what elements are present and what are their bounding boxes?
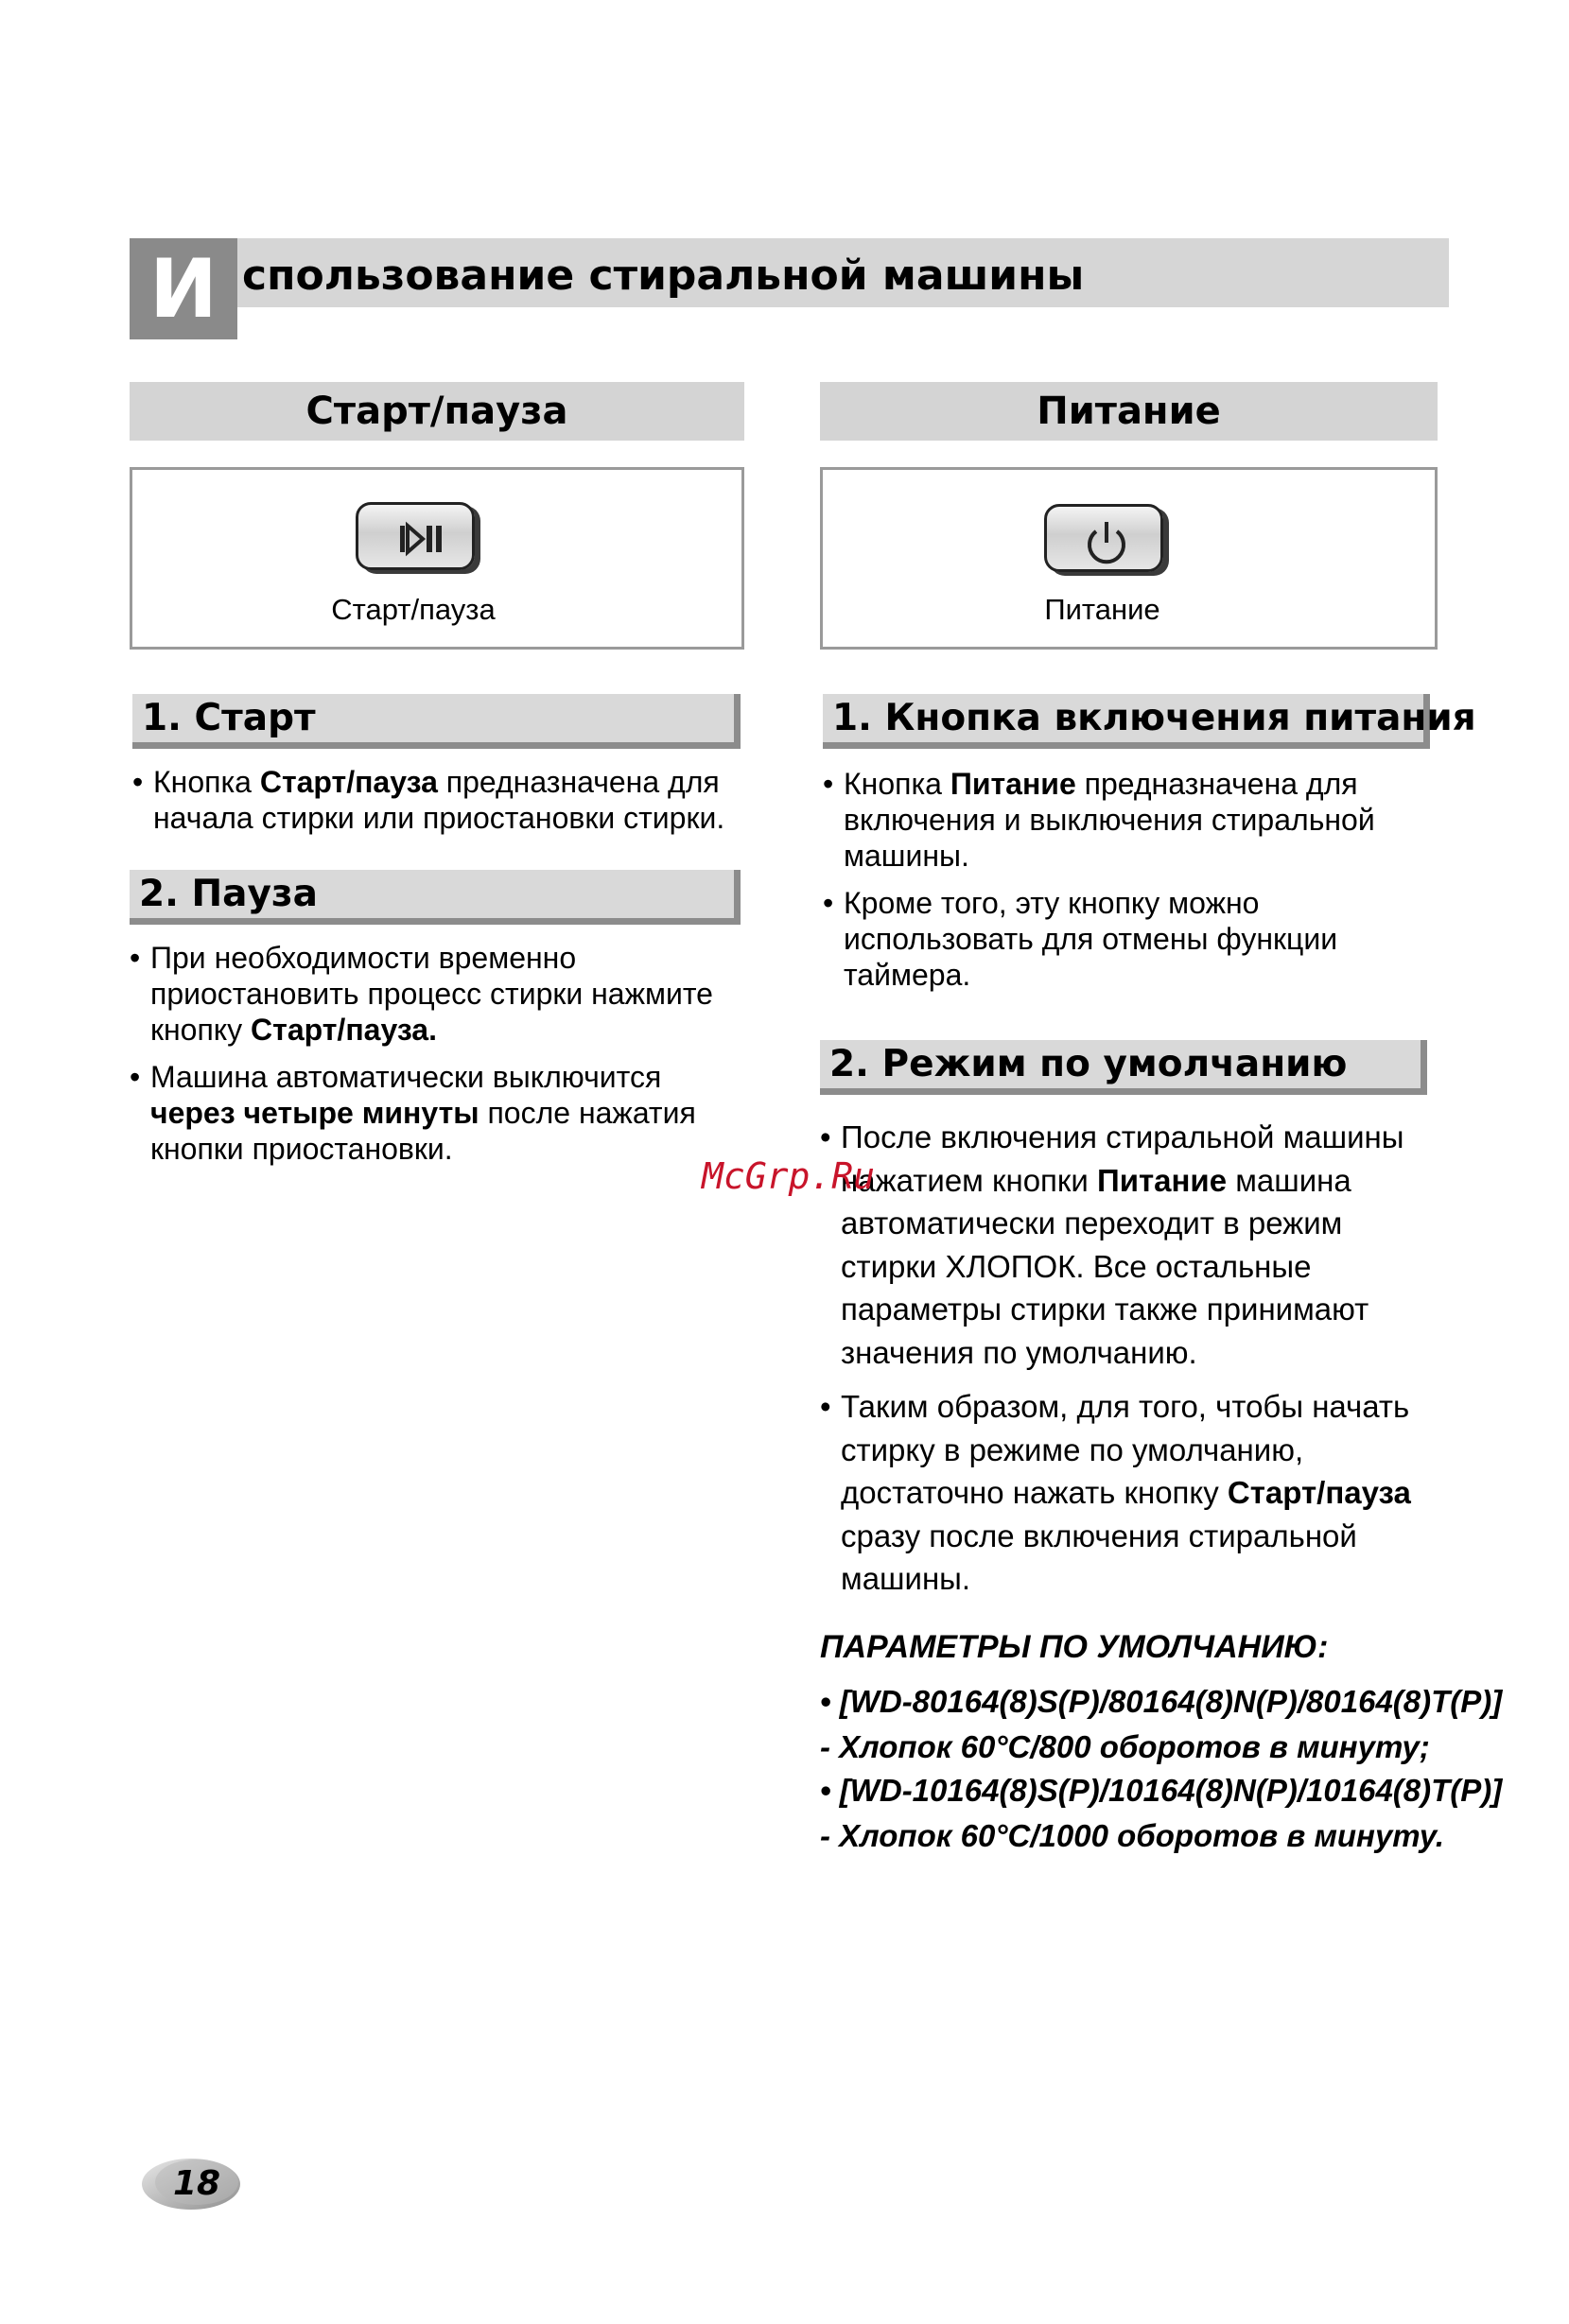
section-pause-heading: 2. Пауза [130, 870, 741, 925]
list-item: • Кнопка Питание предназначена для включения и выключения стиральной машины. [823, 766, 1409, 874]
watermark: McGrp.Ru [702, 1155, 876, 1197]
start-pause-header: Старт/пауза [130, 382, 744, 441]
model-list-1: • [WD-80164(8)S(P)/80164(8)N(P)/80164(8)T(P)] [820, 1684, 1503, 1719]
start-pause-caption: Старт/пауза [331, 593, 496, 626]
list-item: • Машина автоматически выключится через четыре минуты после нажатия кнопки приостановки. [130, 1059, 735, 1167]
model-list-2: • [WD-10164(8)S(P)/10164(8)N(P)/10164(8)T(P)] [820, 1773, 1503, 1808]
title-initial: И [130, 238, 237, 339]
default-parameters-heading: ПАРАМЕТРЫ ПО УМОЛЧАНИЮ: [820, 1629, 1329, 1665]
page-title: спользование стиральной машины [242, 251, 1085, 300]
power-header: Питание [820, 382, 1438, 441]
list-item: • При необходимости временно приостановить процесс стирки нажмите кнопку Старт/пауза. [130, 940, 735, 1048]
start-description [132, 764, 738, 836]
section-power-button-heading: 1. Кнопка включения питания [823, 694, 1430, 749]
pause-description [130, 940, 735, 1167]
power-description [823, 766, 1409, 993]
power-icon [1047, 507, 1166, 575]
start-pause-key[interactable] [356, 502, 475, 570]
play-pause-icon [358, 505, 478, 573]
power-key[interactable] [1044, 504, 1163, 572]
list-item: • Кроме того, эту кнопку можно использовать для отмены функции таймера. [823, 885, 1409, 993]
default-value-2: - Хлопок 60°C/1000 оборотов в минуту. [820, 1818, 1445, 1853]
list-item: • Кнопка Старт/пауза предназначена для начала стирки или приостановки стирки. [132, 764, 738, 836]
section-start-heading: 1. Старт [132, 694, 741, 749]
default-value-1: - Хлопок 60°C/800 оборотов в минуту; [820, 1729, 1430, 1764]
list-item: • Таким образом, для того, чтобы начать стирку в режиме по умолчанию, достаточно нажать кнопку Старт/пауза сразу после включения стиральной машины. [820, 1385, 1425, 1601]
section-default-mode-heading: 2. Режим по умолчанию [820, 1040, 1427, 1095]
power-button-panel [820, 467, 1438, 650]
default-mode-description [820, 1116, 1425, 1601]
page-number-text: 18 [172, 2164, 221, 2203]
list-item: • После включения стиральной машины нажатием кнопки Питание машина автоматически переходит в режим стирки ХЛОПОК. Все остальные параметры стирки также принимают значения по умолчанию. [820, 1116, 1425, 1374]
page-number [131, 2154, 242, 2214]
power-caption: Питание [1044, 593, 1160, 626]
start-pause-button-panel [130, 467, 744, 650]
